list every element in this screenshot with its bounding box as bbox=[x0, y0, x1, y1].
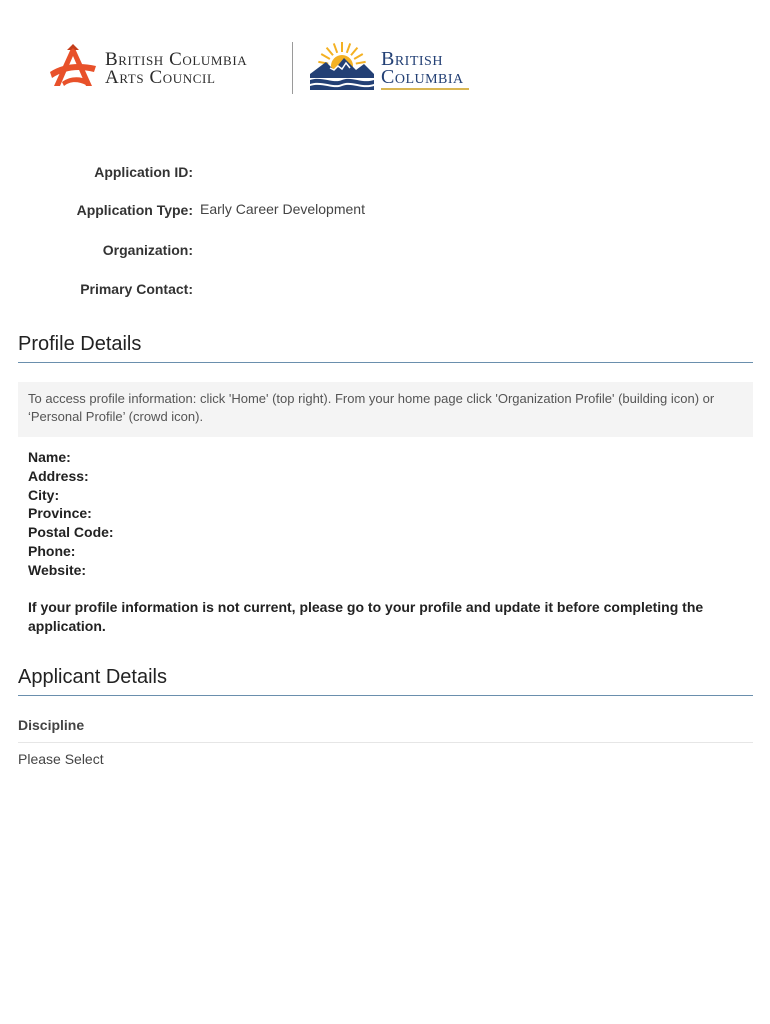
website-field-label: Website: bbox=[28, 561, 87, 578]
discipline-divider bbox=[18, 742, 753, 743]
logo-divider bbox=[292, 42, 293, 94]
bc-logo-text bbox=[381, 50, 464, 86]
profile-details-rule bbox=[18, 362, 753, 363]
bcac-logo-text bbox=[105, 51, 247, 87]
summary-row-application-id bbox=[0, 164, 770, 186]
profile-update-notice: If your profile information is not current, please go to your profile and update it before completing the application. bbox=[28, 599, 704, 634]
application-type-value: Early Career Development bbox=[200, 201, 365, 217]
address-field-label: Address: bbox=[28, 467, 89, 484]
profile-details-title: Profile Details bbox=[18, 333, 142, 355]
discipline-select[interactable]: Please Select bbox=[18, 751, 104, 767]
bcac-logo-line2: Arts Council bbox=[105, 67, 216, 88]
city-field-label: City: bbox=[28, 486, 60, 503]
profile-fields bbox=[28, 448, 114, 580]
header-logos bbox=[48, 38, 488, 98]
discipline-label: Discipline bbox=[18, 717, 85, 733]
phone-field-label: Phone: bbox=[28, 542, 76, 559]
organization-label: Organization: bbox=[102, 242, 193, 258]
application-id-label: Application ID: bbox=[94, 164, 193, 180]
province-field-label: Province: bbox=[28, 505, 92, 522]
application-type-label: Application Type: bbox=[76, 202, 193, 218]
primary-contact-label: Primary Contact: bbox=[80, 281, 193, 297]
bc-logo-line2: Columbia bbox=[381, 66, 464, 88]
bc-sun-mountain-icon bbox=[308, 40, 376, 90]
applicant-details-rule bbox=[18, 695, 753, 696]
summary-row-primary-contact bbox=[0, 281, 770, 303]
bc-logo-underline bbox=[381, 88, 469, 90]
profile-info-box: To access profile information: click 'Home' (top right). From your home page click 'Organization Profile' (building icon) or ‘Personal Profile’ (crowd icon). bbox=[18, 382, 753, 437]
summary-row-application-type bbox=[0, 202, 770, 224]
bcac-logo-line1: British Columbia bbox=[105, 49, 248, 70]
postal-code-field-label: Postal Code: bbox=[28, 524, 114, 541]
bc-logo-line1: British bbox=[381, 48, 443, 70]
summary-row-organization bbox=[0, 242, 770, 264]
bcac-logo-icon bbox=[48, 42, 98, 90]
applicant-details-title: Applicant Details bbox=[18, 666, 167, 688]
name-field-label: Name: bbox=[28, 449, 71, 465]
